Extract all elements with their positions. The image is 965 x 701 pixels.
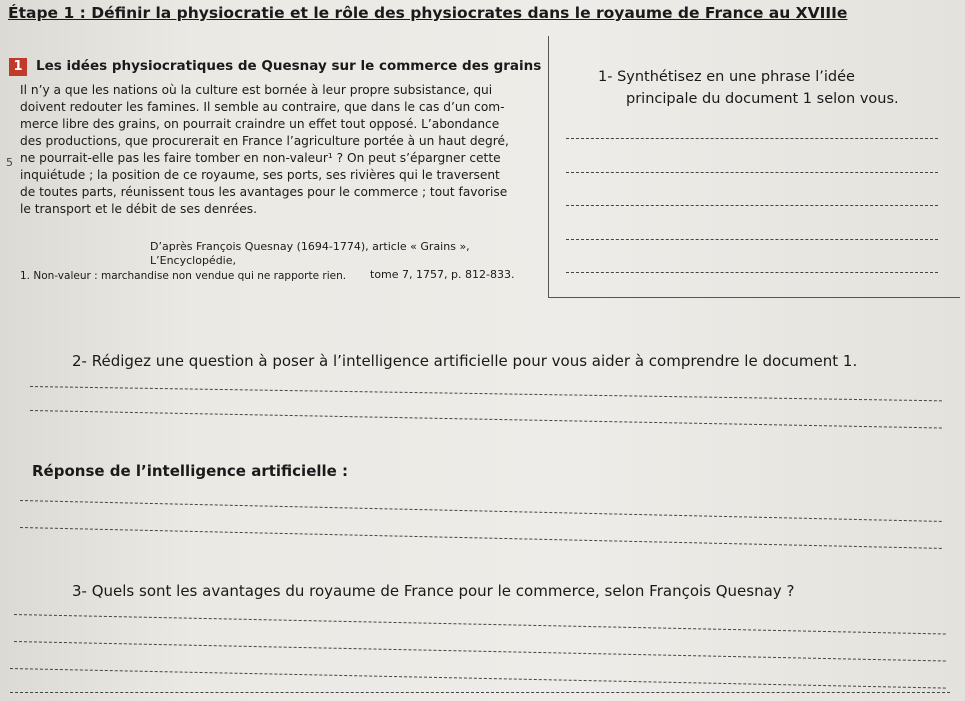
footnote: 1. Non-valeur : marchandise non vendue qui ne rapporte rien. (20, 270, 347, 282)
ia-response-label: Réponse de l’intelligence artificielle : (32, 462, 349, 480)
question-1-line-1: 1- Synthétisez en une phrase l’idée (598, 69, 855, 85)
answer-line[interactable] (10, 668, 946, 689)
source-line-2: tome 7, 1757, p. 812-833. (370, 268, 515, 281)
question-2: 2- Rédigez une question à poser à l’intelligence artificielle pour vous aider à comprendre le document 1. (72, 352, 858, 370)
document-line: merce libre des grains, on pourrait craindre un effet tout opposé. L’abondance (20, 117, 500, 131)
document-line: inquiétude ; la position de ce royaume, ses ports, ses rivières qui le traversent (20, 168, 500, 182)
document-text (20, 82, 532, 218)
document-line: de toutes parts, réunissent tous les avantages pour le commerce ; tout favorise (20, 185, 508, 199)
answer-line[interactable] (566, 272, 938, 273)
answer-line[interactable] (566, 239, 938, 240)
document-line: Il n’y a que les nations où la culture est bornée à leur propre subsistance, qui (20, 83, 493, 97)
question-1 (598, 66, 899, 110)
answer-line[interactable] (14, 614, 946, 635)
document-line: ne pourrait-elle pas les faire tomber en non-valeur¹ ? On peut s’épargner cette (20, 151, 501, 165)
answer-line[interactable] (566, 205, 938, 206)
answer-line[interactable] (20, 500, 942, 522)
document-number-badge: 1 (9, 58, 27, 76)
line-number: 5 (6, 156, 13, 169)
document-line: doivent redouter les famines. Il semble au contraire, que dans le cas d’un com- (20, 100, 505, 114)
document-heading: Les idées physiocratiques de Quesnay sur le commerce des grains (36, 58, 542, 74)
document-box-divider (548, 36, 549, 298)
answer-line[interactable] (566, 172, 938, 173)
document-box-bottom (548, 297, 960, 298)
answer-line[interactable] (14, 641, 946, 662)
answer-line[interactable] (20, 527, 942, 549)
page-title: Étape 1 : Définir la physiocratie et le rôle des physiocrates dans le royaume de France au XVIIIe (8, 4, 848, 22)
answer-line[interactable] (30, 386, 942, 401)
document-line: le transport et le débit de ses denrées. (20, 202, 257, 216)
answer-line[interactable] (10, 692, 950, 693)
answer-line[interactable] (566, 138, 938, 139)
document-line: des productions, que procurerait en France l’agriculture portée à un haut degré, (20, 134, 509, 148)
answer-line[interactable] (30, 410, 942, 429)
question-1-line-2: principale du document 1 selon vous. (626, 91, 899, 107)
question-3: 3- Quels sont les avantages du royaume de France pour le commerce, selon François Quesnay ? (72, 582, 795, 600)
source-line-1: D’après François Quesnay (1694-1774), article « Grains », L’Encyclopédie, (150, 240, 470, 267)
